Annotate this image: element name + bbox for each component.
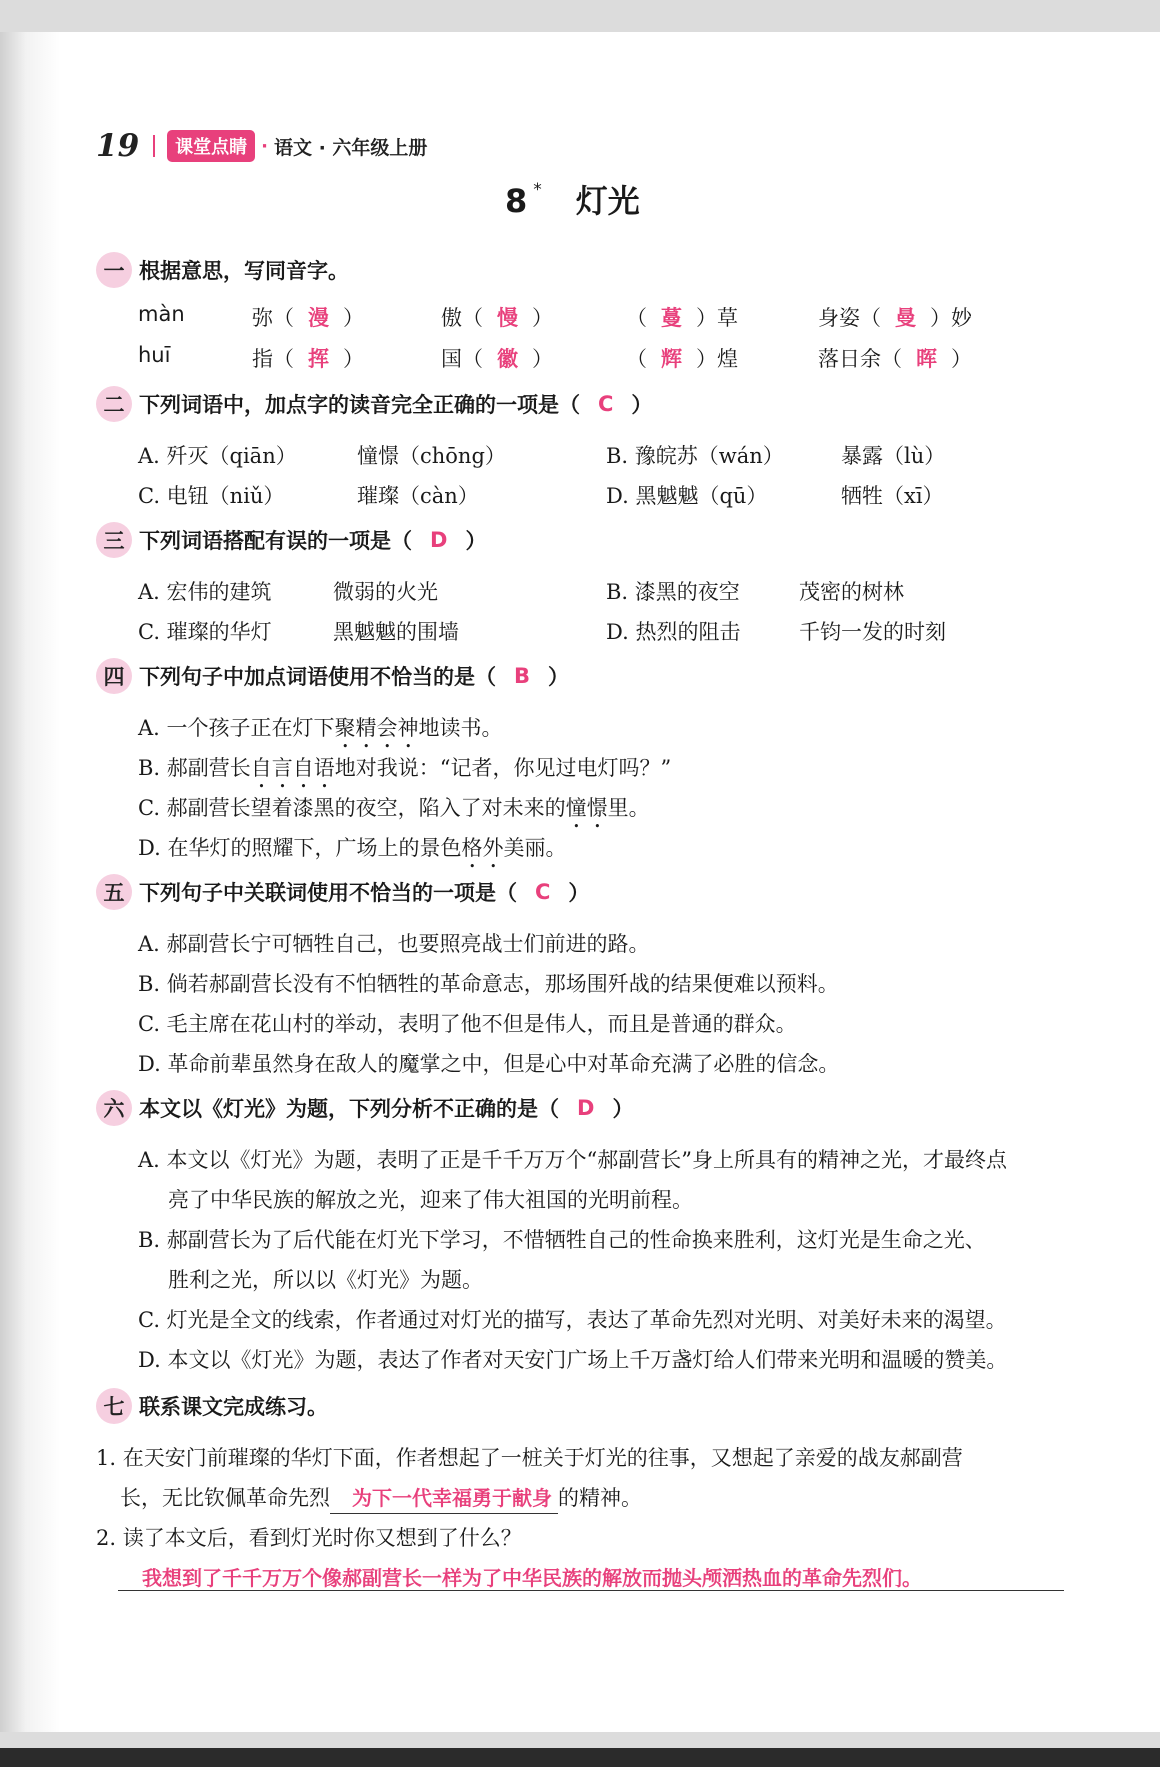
s2-option-d: D. 黑魆魆（qū） bbox=[606, 484, 768, 508]
s5-option-d: D. 革命前辈虽然身在敌人的魔掌之中，但是心中对革命充满了必胜的信念。 bbox=[138, 1052, 840, 1076]
section-5-prompt: 下列句子中关联词使用不恰当的一项是（ bbox=[139, 881, 517, 905]
s6-option-d: D. 本文以《灯光》为题，表达了作者对天安门广场上千万盏灯给人们带来光明和温暖的赞美。 bbox=[138, 1348, 1008, 1372]
section-2-answer: C bbox=[598, 392, 614, 416]
s2-option-d-2: 牺牲（xī） bbox=[841, 484, 944, 508]
section-6-answer: D bbox=[577, 1096, 595, 1120]
s1-row1-b: 傲（ 慢 ） bbox=[441, 306, 553, 330]
lesson-mark: * bbox=[533, 180, 542, 200]
s3-option-d-2: 千钧一发的时刻 bbox=[799, 620, 946, 644]
page-number: 19 bbox=[96, 128, 140, 164]
section-4-heading: 四 下列句子中加点词语使用不恰当的是（ B ） bbox=[96, 658, 569, 694]
s6-option-b-line2: 胜利之光，所以以《灯光》为题。 bbox=[168, 1268, 483, 1292]
s1-row2-d: 落日余（ 晖 ） bbox=[818, 347, 972, 371]
s4-option-d: D. 在华灯的照耀下，广场上的景色格外美丽。 bbox=[138, 836, 567, 860]
s3-option-a: A. 宏伟的建筑 bbox=[138, 580, 272, 604]
section-2-prompt: 下列词语中，加点字的读音完全正确的一项是（ bbox=[139, 393, 580, 417]
s1-row1-c: （ 蔓 ）草 bbox=[626, 306, 738, 330]
lesson-name: 灯光 bbox=[575, 182, 640, 220]
s3-option-c: C. 璀璨的华灯 bbox=[138, 620, 272, 644]
page-header bbox=[96, 126, 427, 166]
s1-row2-pinyin: huī bbox=[138, 343, 171, 367]
s3-option-a-2: 微弱的火光 bbox=[333, 580, 438, 604]
section-2-number: 二 bbox=[96, 386, 132, 422]
section-3-heading: 三 下列词语搭配有误的一项是（ D ） bbox=[96, 522, 486, 558]
section-4-answer: B bbox=[514, 664, 531, 688]
s1-row1-pinyin: màn bbox=[138, 302, 185, 326]
lesson-title bbox=[505, 176, 640, 222]
s7-q1-answer: 为下一代幸福勇于献身 bbox=[352, 1486, 552, 1510]
s4-option-c: C. 郝副营长望着漆黑的夜空，陷入了对未来的憧憬里。 bbox=[138, 796, 650, 820]
s2-option-a-2: 憧憬（chōng） bbox=[357, 444, 506, 468]
s5-option-b: B. 倘若郝副营长没有不怕牺牲的革命意志，那场围歼战的结果便难以预料。 bbox=[138, 972, 839, 996]
section-7-prompt: 联系课文完成练习。 bbox=[139, 1395, 328, 1419]
section-6-prompt: 本文以《灯光》为题，下列分析不正确的是（ bbox=[139, 1097, 559, 1121]
s7-q1-line1: 1. 在天安门前璀璨的华灯下面，作者想起了一桩关于灯光的往事，又想起了亲爱的战友郝副营 bbox=[96, 1446, 963, 1470]
s1-row2-a: 指（ 挥 ） bbox=[252, 347, 364, 371]
s2-option-c-2: 璀璨（càn） bbox=[357, 484, 479, 508]
section-7-number: 七 bbox=[96, 1388, 132, 1424]
s2-option-b-2: 暴露（lù） bbox=[841, 444, 946, 468]
section-4-prompt: 下列句子中加点词语使用不恰当的是（ bbox=[139, 665, 496, 689]
section-3-prompt: 下列词语搭配有误的一项是（ bbox=[139, 529, 412, 553]
s4-option-a: A. 一个孩子正在灯下聚精会神地读书。 bbox=[138, 716, 503, 740]
s3-option-d: D. 热烈的阻击 bbox=[606, 620, 741, 644]
section-5-answer: C bbox=[535, 880, 551, 904]
s6-option-a-line2: 亮了中华民族的解放之光，迎来了伟大祖国的光明前程。 bbox=[168, 1188, 693, 1212]
section-3-answer: D bbox=[430, 528, 448, 552]
lesson-number: 8 bbox=[505, 182, 528, 220]
s1-row2-c: （ 辉 ）煌 bbox=[626, 347, 738, 371]
section-1-heading bbox=[96, 252, 349, 288]
bottom-bar bbox=[0, 1748, 1160, 1767]
s3-option-b: B. 漆黑的夜空 bbox=[606, 580, 740, 604]
section-2-heading: 二 下列词语中，加点字的读音完全正确的一项是（ C ） bbox=[96, 386, 652, 422]
section-6-number: 六 bbox=[96, 1090, 132, 1126]
section-7-heading bbox=[96, 1388, 328, 1424]
section-4-number: 四 bbox=[96, 658, 132, 694]
s6-option-a-line1: A. 本文以《灯光》为题，表明了正是千千万万个“郝副营长”身上所具有的精神之光，才最终点 bbox=[138, 1148, 1007, 1172]
book-title: 语文 · 六年级上册 bbox=[273, 136, 428, 159]
s7-q2-answer-line bbox=[118, 1590, 1064, 1591]
s3-option-c-2: 黑魆魆的围墙 bbox=[333, 620, 459, 644]
section-6-heading: 六 本文以《灯光》为题，下列分析不正确的是（ D ） bbox=[96, 1090, 633, 1126]
s5-option-a: A. 郝副营长宁可牺牲自己，也要照亮战士们前进的路。 bbox=[138, 932, 650, 956]
section-5-number: 五 bbox=[96, 874, 132, 910]
s7-q1-line2: 长，无比钦佩革命先烈 为下一代幸福勇于献身 的精神。 bbox=[120, 1482, 642, 1514]
section-3-number: 三 bbox=[96, 522, 132, 558]
section-1-number: 一 bbox=[96, 252, 132, 288]
s6-option-c: C. 灯光是全文的线索，作者通过对灯光的描写，表达了革命先烈对光明、对美好未来的渴望。 bbox=[138, 1308, 1007, 1332]
s3-option-b-2: 茂密的树林 bbox=[799, 580, 904, 604]
s1-row2-b: 国（ 徽 ） bbox=[441, 347, 553, 371]
s5-option-c: C. 毛主席在花山村的举动，表明了他不但是伟人，而且是普通的群众。 bbox=[138, 1012, 797, 1036]
section-5-heading: 五 下列句子中关联词使用不恰当的一项是（ C ） bbox=[96, 874, 589, 910]
s7-q2: 2. 读了本文后，看到灯光时你又想到了什么？ bbox=[96, 1526, 522, 1550]
series-badge: 课堂点睛 bbox=[167, 130, 255, 162]
section-1-prompt: 根据意思，写同音字。 bbox=[139, 259, 349, 283]
s6-option-b-line1: B. 郝副营长为了后代能在灯光下学习，不惜牺牲自己的性命换来胜利，这灯光是生命之光、 bbox=[138, 1228, 986, 1252]
s2-option-c: C. 电钮（niǔ） bbox=[138, 484, 285, 508]
s1-row1-a: 弥（ 漫 ） bbox=[252, 306, 364, 330]
header-divider bbox=[153, 135, 155, 157]
s2-option-b: B. 豫皖苏（wán） bbox=[606, 444, 784, 468]
s2-option-a: A. 歼灭（qiān） bbox=[138, 444, 297, 468]
header-dot: · bbox=[261, 135, 268, 157]
s4-option-b: B. 郝副营长自言自语地对我说：“记者，你见过电灯吗？” bbox=[138, 756, 672, 780]
s1-row1-d: 身姿（ 曼 ）妙 bbox=[818, 306, 972, 330]
s7-q2-answer: 我想到了千千万万个像郝副营长一样为了中华民族的解放而抛头颅洒热血的革命先烈们。 bbox=[142, 1566, 922, 1590]
